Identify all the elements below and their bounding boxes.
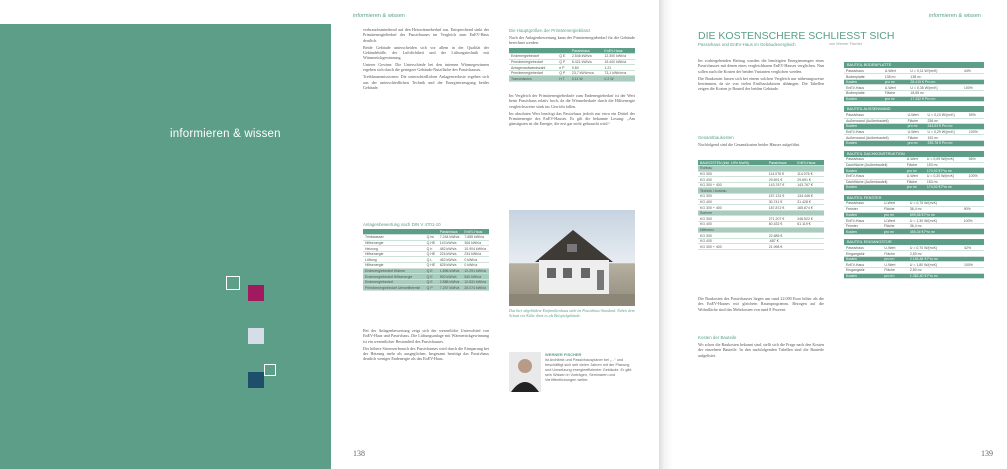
table-cell: KG 300 + 400 <box>698 182 767 188</box>
table-cell: KG 400 <box>698 177 767 183</box>
table-cell: Dachfläche (Außenbauteil) <box>844 179 905 185</box>
table-cell: Trinkwasser <box>363 235 425 241</box>
table-cell <box>962 96 984 102</box>
table-cell: Q P <box>425 285 438 291</box>
table-cell: Endenergiebedarf Wärme <box>363 268 425 274</box>
table-cell: U-Wert <box>883 68 909 74</box>
table-cell: 73,1 kWh/m²a <box>602 70 635 76</box>
table-cell: KG 300 <box>698 194 767 200</box>
table-cell: 174,92 € Pro m² <box>925 168 967 174</box>
table-cell: 2.546 kWh/a <box>570 54 603 60</box>
components-column <box>844 62 984 283</box>
table-cell: Endenergiebedarf Hilfsenergie <box>363 274 425 280</box>
kpi-intro: Nach der Anlagenbewertung kann der Primärenergiebedarf für die Gebäude berechnet werden. <box>509 35 635 46</box>
component-table <box>844 245 984 279</box>
table-cell: Passivhaus <box>844 68 883 74</box>
table-row <box>363 251 489 257</box>
subline: Passivhaus und EnEV-Haus im Gebäudevergleich <box>698 42 796 47</box>
decor-square-outline-2 <box>264 364 276 376</box>
table-cell: 0 kWh/a <box>462 263 489 269</box>
table-cell: 234 kWh/a <box>462 251 489 257</box>
table-cell: 12.300 kWh/a <box>602 54 635 60</box>
table-cell: EnEV-Haus <box>844 218 882 224</box>
paragraph: Beide Gebäude unterscheiden sich vor allem in der Qualität der Gebäudehülle, der Luftdichtheit und der Lüftungstechnik mit Wärmerückgewinnung. <box>363 44 489 61</box>
cover-title: informieren & wissen <box>170 128 281 140</box>
table-cell: 6.421 kWh/a <box>570 59 603 65</box>
table-cell: Kosten <box>844 124 906 130</box>
table-cell: Hilfsenergie <box>363 240 425 246</box>
table-cell: Fläche <box>906 135 926 141</box>
house-photo <box>509 210 635 306</box>
person-icon <box>509 352 541 392</box>
table-cell <box>967 140 984 146</box>
table-cell: Heizung <box>363 246 425 252</box>
table-cell: 236 m² <box>925 118 966 124</box>
table-cell: 143 kWh/a <box>438 240 463 246</box>
author-portrait <box>509 352 541 392</box>
table-cell: 0,2 W <box>602 76 635 82</box>
table-cell: pro m² <box>882 229 908 235</box>
table-row <box>363 263 489 269</box>
table-cell: Bodenplatte <box>844 74 883 80</box>
table-row <box>509 70 635 76</box>
table-cell: Kosten <box>844 79 883 85</box>
table-cell: 30.741 € <box>767 199 796 205</box>
table-cell: 1.382,40 € Pro m² <box>908 273 962 279</box>
table-cell: 22.685 € <box>767 233 796 239</box>
table-cell: 625 kWh/a <box>438 263 463 269</box>
table-cell: Q h <box>425 246 438 252</box>
table-cell: 23,7 kWh/m²a <box>570 70 603 76</box>
author-name: WERNER FISCHER <box>545 352 582 357</box>
table-cell: Kosten <box>844 256 882 262</box>
table-cell: U-Wert <box>882 218 908 224</box>
table-cell: Primärenergiebedarf <box>509 70 557 76</box>
component-block <box>844 195 984 235</box>
table-cell: 12.831 kWh/a <box>462 279 489 285</box>
table-cell: 61.119 € <box>795 222 824 228</box>
table-cell: Q HE <box>425 263 438 269</box>
table-cell: U = 0,10 W/(m²K) <box>925 112 966 118</box>
table-cell: Q tw <box>425 235 438 241</box>
table-cell: KG 300 + 400 <box>698 244 767 250</box>
table-row <box>844 140 984 146</box>
component-title: BAUTEIL DACHKONSTRUKTION <box>844 151 984 157</box>
table-cell: 540 kWh/a <box>462 274 489 280</box>
table-cell: U = 0,20 W/(m²K) <box>925 173 967 179</box>
table-cell: 59% <box>967 112 984 118</box>
paragraph: Die Baukosten lassen sich bei einem solchen Vergleich nur näherungsweise bestimmen, da sie von vielen Einflussfaktoren abhängen. Die Tabellen zeigen die Kosten je Bauteil der beiden Gebäude. <box>698 75 824 92</box>
kpi-table <box>509 48 635 82</box>
table-cell: Q E <box>425 268 438 274</box>
spine-gutter <box>659 0 673 469</box>
decor-square-magenta <box>248 285 264 301</box>
table-cell: pro m² <box>905 185 925 191</box>
table-cell: 992 kWh/a <box>438 274 463 280</box>
table-cell: pro m² <box>883 96 909 102</box>
table-cell: U = 0,11 W/(m²K) <box>908 68 961 74</box>
table-cell: U-Wert <box>882 201 908 207</box>
table-cell: Kosten <box>844 273 882 279</box>
data-table <box>698 160 824 250</box>
table-cell: Primärenergiebedarf Umwelthermie <box>363 285 425 291</box>
table-cell: U = 1,30 W/(m²K) <box>908 218 962 224</box>
table-cell: Q P <box>557 59 570 65</box>
byline: von Werner Fischer <box>829 42 863 46</box>
component-block <box>844 62 984 102</box>
table-cell: Endenergiebedarf <box>363 279 425 285</box>
table-cell: 138 m² <box>883 74 909 80</box>
table-cell: Fenster <box>844 223 882 229</box>
table-cell: 100% <box>962 262 984 268</box>
table-row <box>363 285 489 291</box>
table-cell: Hilfsenergie <box>363 251 425 257</box>
table-cell: Passivhaus <box>844 245 882 251</box>
table-cell: Außenwand (Außenbauteil) <box>844 118 906 124</box>
table-cell: U-Wert <box>882 245 907 251</box>
table-cell: EnEV-Haus <box>844 262 882 268</box>
table-cell: Hilfsenergie <box>363 263 425 269</box>
page138-column1-lower <box>363 328 489 363</box>
table-cell: pro m² <box>906 140 926 146</box>
table-cell: U-Wert <box>906 112 926 118</box>
table-cell: 28.415 € Pro m² <box>908 79 961 85</box>
table-cell: Fläche <box>882 223 908 229</box>
headline: DIE KOSTENSCHERE SCHLIESST SICH <box>698 30 895 42</box>
table-row <box>509 59 635 65</box>
table-cell: pro m² <box>905 168 925 174</box>
table-cell: 15.400 kWh/a <box>602 59 635 65</box>
section-heading: Gesamtbaukosten <box>698 135 734 140</box>
table-cell: U = 0,29 W/(m²K) <box>925 129 966 135</box>
table-cell: Q L <box>425 257 438 263</box>
table-cell: 114.076 € <box>767 171 796 177</box>
table-cell: Passivhaus <box>844 157 905 163</box>
data-table <box>363 229 489 291</box>
running-head: informieren & wissen <box>353 13 405 19</box>
table-cell: 29.691 € <box>795 177 824 183</box>
component-block <box>844 239 984 279</box>
table-cell: Transmission <box>509 76 557 82</box>
table-cell: Dachfläche (Außenbauteil) <box>844 162 905 168</box>
photo-caption: Das hier abgebildete Einfamilienhaus steht im Passivhaus-Standard. Neben dem Schutz vor Kälte dient es als Beispielgebäude. <box>509 309 635 318</box>
component-block <box>844 151 984 191</box>
kpi-heading: Die Hauptgrößen der Primärenergiebilanz <box>509 28 591 33</box>
page138-column2 <box>509 93 635 128</box>
section-heading: Kosten der Bauteile <box>698 335 737 340</box>
paragraph: Im Vergleich der Primärenergiebedarfe zum Endenergiebedarf ist der Wert beim Passivhaus relativ hoch, da die Wärmebedarfe durch die Hilfsenergie vergleichsweise stark ins Gewicht fallen. <box>509 93 635 109</box>
table-cell: 100% <box>967 129 984 135</box>
table-cell: KG 400 <box>698 199 767 205</box>
table-cell: Passivhaus <box>767 160 796 166</box>
table-cell: 18,55 m² <box>908 91 961 97</box>
table-cell: U = 0,35 W/(m²K) <box>908 85 961 91</box>
table-cell <box>795 244 824 250</box>
table-cell: Technik / Ausbau <box>698 188 767 194</box>
section-text: Nachfolgend sind die Gesamtkosten beider Häuser aufgeführt. <box>698 142 801 147</box>
table-cell: Passivhaus <box>844 112 906 118</box>
table-cell: pro m² <box>882 256 907 262</box>
table-cell: 235,78 € Pro m² <box>925 140 966 146</box>
table-cell: 153 m² <box>925 179 967 185</box>
table-cell: Eingangstür <box>844 251 882 257</box>
table-cell: Anlagenaufwandszahl <box>509 65 557 71</box>
table-row <box>844 229 984 235</box>
table-cell: Q E <box>557 54 570 60</box>
table-row <box>509 54 635 60</box>
table-row <box>844 273 984 279</box>
table-row <box>698 244 824 250</box>
component-title: BAUTEIL BODENPLATTE <box>844 62 984 68</box>
component-block <box>844 106 984 146</box>
table-cell: Q HE <box>425 240 438 246</box>
table-row <box>844 185 984 191</box>
table-cell: 456,34 € Pro m² <box>908 229 962 235</box>
table-cell: U-Wert <box>906 129 926 135</box>
table-cell: 56% <box>967 157 984 163</box>
table-cell: 29.691 € <box>767 177 796 183</box>
table-cell: 31.428 € <box>795 199 824 205</box>
table-cell: U-Wert <box>882 262 907 268</box>
table-cell: Passivhaus <box>438 229 463 235</box>
table-heading: Anlagenbewertung nach DIN V 4701-10 <box>363 222 441 227</box>
paragraph: Im absoluten Wert benötigt das Passivhaus jedoch nur etwa ein Drittel der Primärenergie des EnEV-Hauses. Es gilt die bekannte Losung: „Am günstigsten ist die Energie, die erst gar nicht gebraucht wird.“ <box>509 110 635 127</box>
table-cell: U-Wert <box>905 173 925 179</box>
data-table <box>509 48 635 82</box>
anlagen-table <box>363 229 489 291</box>
table-cell: KG 300 + 400 <box>698 205 767 211</box>
table-cell: Fläche <box>882 251 907 257</box>
component-table <box>844 112 984 146</box>
table-cell: EnEV-Haus <box>844 173 905 179</box>
table-cell: Fläche <box>882 268 907 274</box>
table-cell: 174,92 € Pro m² <box>925 185 967 191</box>
table-cell: U = 0,09 W/(m²K) <box>925 157 967 163</box>
table-cell: 1.896 kWh/a <box>438 268 463 274</box>
table-cell: 143.767 € <box>767 182 796 188</box>
page-138 <box>331 0 659 469</box>
table-cell: 21.998 € <box>767 244 796 250</box>
table-cell: Passivhaus <box>570 48 603 54</box>
table-cell: Q E <box>425 274 438 280</box>
table-row <box>363 279 489 285</box>
paragraph: verbrauchsmindernd auf den Heizwärmebedarf aus. Entsprechend sinkt der Primärenergiebedarf des Passivhauses im Vergleich zum EnEV-Haus deutlich. <box>363 27 489 43</box>
page139-column1-lower: Die Baukosten des Passivhauses liegen um rund 22.000 Euro höher als die des EnEV-Hauses mit gleichem Raumprogramm. Bezogen auf die Wohnfläche sind das Mehrkosten von rund 8 Prozent. <box>698 296 824 312</box>
table-cell: EnEV-Haus <box>844 85 883 91</box>
table-cell: BAUKOSTEN (inkl. 19% MwSt) <box>698 160 767 166</box>
table-cell: e P <box>557 65 570 71</box>
table-cell: 2.164,84 € Pro m² <box>908 256 962 262</box>
table-cell: 1,21 <box>602 65 635 71</box>
table-row <box>363 268 489 274</box>
table-cell: EnEV-Haus <box>844 129 906 135</box>
paragraph: Treibhausemissionen: Die unterschiedlichen Anlagenverluste ergeben sich aus der unterschiedlichen Technik und der Energieerzeugung beider Gebäude. <box>363 74 489 90</box>
table-cell: Kosten <box>844 212 882 218</box>
paragraph: Der höhere Stromverbrauch des Passivhauses wird durch die Einsparung bei der Heizung mehr als ausgeglichen. Insgesamt benötigt das Passivhaus deutlich weniger Endenergie als das EnEV-Haus. <box>363 345 489 362</box>
author-bio: ist Architekt und Passivhausplaner bei „...“ und beschäftigt sich seit vielen Jahren mit der Planung und Umsetzung energieeffizienter Gebäude. Er gibt sein Wissen in Vorträgen, Seminaren und Veröffentlichungen weiter. <box>545 358 632 382</box>
table-cell: 224 kWh/a <box>438 251 463 257</box>
table-cell: Rohbau <box>698 166 767 172</box>
table-cell: 100% <box>967 173 984 179</box>
page138-column1 <box>363 27 489 92</box>
table-cell: 138 m² <box>908 74 961 80</box>
table-cell: 271.207 € <box>767 216 796 222</box>
table-cell: Fläche <box>906 118 926 124</box>
paragraph: Unterer Gewinn: Die Unterschiede bei den internen Wärmegewinnen ergeben sich durch die geringere Gebäude-Nutzfläche des Passivhauses. <box>363 62 489 73</box>
table-cell: 192 m² <box>925 135 966 141</box>
component-title: BAUTEIL AUSSENWAND <box>844 106 984 112</box>
table-cell: 7.257 kWh/a <box>438 285 463 291</box>
table-cell: 157.131 € <box>767 194 796 200</box>
table-cell: 0 kWh/a <box>462 257 489 263</box>
table-cell: Primärenergiebedarf <box>509 59 557 65</box>
table-cell: Q E <box>425 279 438 285</box>
table-cell: 114.076 € <box>795 171 824 177</box>
table-cell: Summe <box>698 210 767 216</box>
table-row <box>363 240 489 246</box>
table-cell: 482 kWh/a <box>438 246 463 252</box>
table-cell: 244,53 € Pro m² <box>925 124 966 130</box>
table-cell: KG 300 <box>698 171 767 177</box>
table-cell <box>962 229 984 235</box>
table-cell: 100% <box>962 218 984 224</box>
table-cell: Kosten <box>844 96 883 102</box>
table-cell: Passivhaus <box>844 201 882 207</box>
table-cell: U = 1,80 W/(m²K) <box>908 262 962 268</box>
table-cell: Außenwand (Außenbauteil) <box>844 135 906 141</box>
table-cell: 60.432 € <box>767 222 796 228</box>
table-cell: Fenster <box>844 207 882 213</box>
table-cell: Fläche <box>905 162 925 168</box>
table-cell: U = 0,75 W/(m²K) <box>908 201 962 207</box>
table-row <box>509 76 635 82</box>
table-cell: Fläche <box>882 207 908 213</box>
page-number: 139 <box>981 449 993 458</box>
table-cell: Differenz <box>698 227 767 233</box>
table-cell <box>967 185 984 191</box>
table-cell: KG 400 <box>698 222 767 228</box>
table-cell: Fläche <box>905 179 925 185</box>
table-cell: 0,84 <box>570 65 603 71</box>
table-cell: Lüftung <box>363 257 425 263</box>
table-cell: EnEV-Haus <box>602 48 635 54</box>
table-cell: pro m² <box>882 212 908 218</box>
table-cell: 153 m² <box>925 162 967 168</box>
house-illustration <box>509 210 635 306</box>
table-cell: 452 kWh/a <box>438 257 463 263</box>
table-cell: pro m² <box>883 79 909 85</box>
table-cell: 143.767 € <box>795 182 824 188</box>
component-table <box>844 157 984 191</box>
cover-background <box>0 24 331 469</box>
table-cell: 2,50 m² <box>908 251 962 257</box>
table-cell: Endenergiebedarf <box>509 54 557 60</box>
table-cell <box>962 273 984 279</box>
table-cell: 44% <box>962 68 984 74</box>
table-cell: 699,36 € Pro m² <box>908 212 962 218</box>
table-cell: Kosten <box>844 185 905 191</box>
table-cell: 248.522 € <box>795 216 824 222</box>
table-cell: 90% <box>962 207 984 213</box>
table-cell: KG 300 <box>698 216 767 222</box>
table-cell: 7.685 kWh/a <box>462 235 489 241</box>
component-title: BAUTEIL FENSTER <box>844 195 984 201</box>
component-title: BAUTEIL EINGANGSTÜR <box>844 239 984 245</box>
table-cell: 36,4 m² <box>908 207 962 213</box>
page-139 <box>673 0 1007 469</box>
table-cell: EnEV-Haus <box>462 229 489 235</box>
table-cell: -687 € <box>767 238 796 244</box>
table-cell: U-Wert <box>905 157 925 163</box>
table-cell: Kosten <box>844 168 905 174</box>
component-table <box>844 68 984 102</box>
paragraph: Im vorhergehenden Beitrag wurden die benötigten Energiemengen eines Passivhauses mit denen eines vergleichbaren EnEV-Hauses verglichen. Nun sollen auch die Kosten der beiden Varianten verglichen werden. <box>698 58 824 74</box>
table-cell: KG 400 <box>698 238 767 244</box>
table-cell: pro m² <box>906 124 926 130</box>
section-text: Wo schon die Baukosten bekannt sind, stellt sich die Frage nach den Kosten der einzelnen Bauteile. In den nachfolgenden Tabellen sind die Bauteile aufgelistet. <box>698 342 824 358</box>
table-cell: 42% <box>962 245 984 251</box>
table-cell: 7.244 kWh/a <box>438 235 463 241</box>
decor-square-navy <box>248 372 264 388</box>
table-cell: 100% <box>962 85 984 91</box>
table-row <box>363 274 489 280</box>
table-cell: 10.904 kWh/a <box>462 246 489 252</box>
table-cell: Fläche <box>883 91 909 97</box>
table-cell: Kosten <box>844 140 906 146</box>
table-cell: U-Wert <box>883 85 909 91</box>
table-cell: 134.446 € <box>795 194 824 200</box>
page-number: 138 <box>353 449 365 458</box>
table-cell: 187.872 € <box>767 205 796 211</box>
running-head: informieren & wissen <box>929 13 981 19</box>
table-cell: 0,11 W <box>570 76 603 82</box>
paragraph: Bei der Anlagenbewertung zeigt sich der wesentliche Unterschied von EnEV-Haus und Passivhaus. Die Lüftungsanlage mit Wärmerückgewinnung ist ein wesentlicher Bestandteil des Passivhauses. <box>363 328 489 344</box>
table-cell: pro m² <box>882 273 907 279</box>
decor-square-outline <box>226 276 240 290</box>
table-cell: Kosten <box>844 229 882 235</box>
table-cell: Q HE <box>425 251 438 257</box>
page139-column1 <box>698 58 824 93</box>
table-row <box>363 235 489 241</box>
table-cell: 306 kWh/a <box>462 240 489 246</box>
table-cell: 165.874 € <box>795 205 824 211</box>
table-cell: 36,4 m² <box>908 223 962 229</box>
decor-square-light <box>248 328 264 344</box>
table-cell: 2,50 m² <box>908 268 962 274</box>
table-cell: 25.074 kWh/a <box>462 285 489 291</box>
table-cell: KG 300 <box>698 233 767 239</box>
table-cell: 12.291 kWh/a <box>462 268 489 274</box>
component-table <box>844 201 984 235</box>
table-cell: U = 0,70 W/(m²K) <box>908 245 962 251</box>
table-cell: Eingangstür <box>844 268 882 274</box>
table-cell: H T <box>557 76 570 82</box>
table-cell: 17.432 € Pro m² <box>908 96 961 102</box>
table-cell: Q P <box>557 70 570 76</box>
table-row <box>844 96 984 102</box>
table-cell: 2.888 kWh/a <box>438 279 463 285</box>
table-cell: Bodenplatte <box>844 91 883 97</box>
cost-compare-table <box>698 160 824 250</box>
table-cell: EnEV-Haus <box>795 160 824 166</box>
